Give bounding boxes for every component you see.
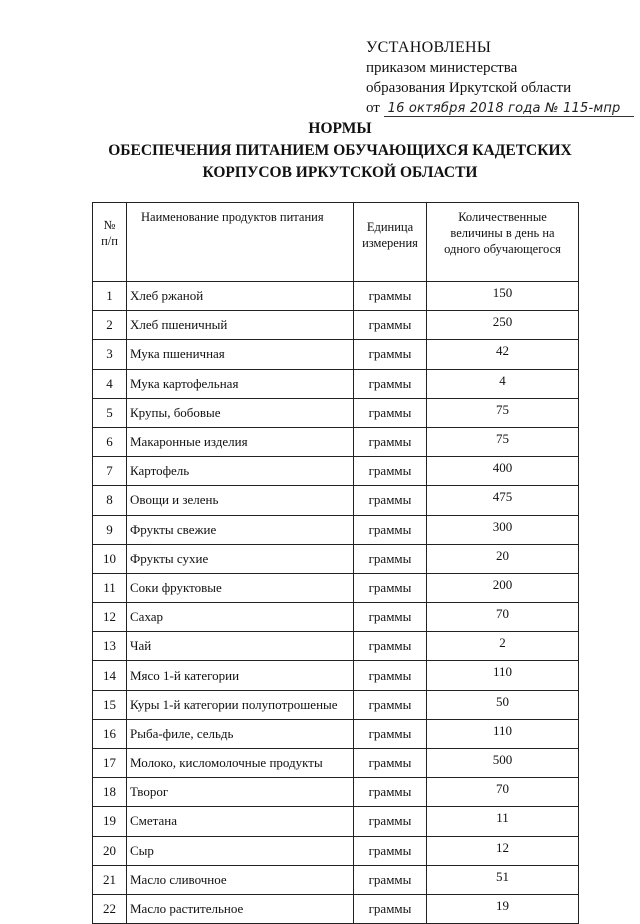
unit-cell: граммы (354, 369, 427, 398)
product-name: Масло сливочное (127, 865, 354, 894)
document-heading (60, 118, 620, 184)
quantity-cell: 75 (427, 427, 579, 456)
row-number: 19 (93, 807, 127, 836)
table-row (93, 282, 579, 311)
row-number: 10 (93, 544, 127, 573)
product-name: Масло растительное (127, 894, 354, 923)
product-name: Хлеб ржаной (127, 282, 354, 311)
row-number: 11 (93, 573, 127, 602)
row-number: 5 (93, 398, 127, 427)
quantity-cell: 200 (427, 573, 579, 602)
table-row (93, 486, 579, 515)
unit-cell: граммы (354, 544, 427, 573)
quantity-cell: 400 (427, 457, 579, 486)
table-row (93, 865, 579, 894)
table-row (93, 603, 579, 632)
table-row (93, 749, 579, 778)
unit-cell: граммы (354, 282, 427, 311)
row-number: 9 (93, 515, 127, 544)
quantity-cell: 70 (427, 778, 579, 807)
row-number: 18 (93, 778, 127, 807)
row-number: 4 (93, 369, 127, 398)
product-name: Мука картофельная (127, 369, 354, 398)
row-number: 7 (93, 457, 127, 486)
approval-line-2: образования Иркутской области (366, 80, 572, 96)
unit-cell: граммы (354, 778, 427, 807)
quantity-cell: 42 (427, 340, 579, 369)
row-number: 21 (93, 865, 127, 894)
quantity-cell: 110 (427, 661, 579, 690)
row-number: 6 (93, 427, 127, 456)
unit-cell: граммы (354, 603, 427, 632)
row-number: 1 (93, 282, 127, 311)
table-row (93, 369, 579, 398)
unit-cell: граммы (354, 311, 427, 340)
row-number: 15 (93, 690, 127, 719)
quantity-cell: 300 (427, 515, 579, 544)
quantity-cell: 20 (427, 544, 579, 573)
row-number: 3 (93, 340, 127, 369)
product-name: Сыр (127, 836, 354, 865)
header-unit: Единица измерения (354, 203, 427, 282)
quantity-cell: 50 (427, 690, 579, 719)
product-name: Сахар (127, 603, 354, 632)
product-name: Рыба-филе, сельдь (127, 719, 354, 748)
product-name: Крупы, бобовые (127, 398, 354, 427)
approval-date-line (366, 98, 636, 119)
row-number: 16 (93, 719, 127, 748)
row-number: 12 (93, 603, 127, 632)
product-name: Чай (127, 632, 354, 661)
table-row (93, 398, 579, 427)
product-name: Макаронные изделия (127, 427, 354, 456)
quantity-cell: 110 (427, 719, 579, 748)
unit-cell: граммы (354, 632, 427, 661)
table-row (93, 836, 579, 865)
table-header-row (93, 203, 579, 282)
table-row (93, 311, 579, 340)
product-name: Хлеб пшеничный (127, 311, 354, 340)
unit-cell: граммы (354, 690, 427, 719)
quantity-cell: 51 (427, 865, 579, 894)
unit-cell: граммы (354, 457, 427, 486)
quantity-cell: 19 (427, 894, 579, 923)
row-number: 20 (93, 836, 127, 865)
table-row (93, 690, 579, 719)
approval-title: УСТАНОВЛЕНЫ (366, 39, 492, 56)
nutrition-norms-table (92, 202, 579, 924)
product-name: Мясо 1-й категории (127, 661, 354, 690)
row-number: 22 (93, 894, 127, 923)
heading-line-3: КОРПУСОВ ИРКУТСКОЙ ОБЛАСТИ (202, 164, 478, 181)
approval-from-prefix: от (366, 100, 380, 116)
unit-cell: граммы (354, 894, 427, 923)
product-name: Творог (127, 778, 354, 807)
unit-cell: граммы (354, 719, 427, 748)
table-row (93, 661, 579, 690)
row-number: 8 (93, 486, 127, 515)
product-name: Куры 1-й категории полупотрошеные (127, 690, 354, 719)
quantity-cell: 500 (427, 749, 579, 778)
approval-block (366, 38, 636, 119)
product-name: Картофель (127, 457, 354, 486)
table-row (93, 340, 579, 369)
signature-underline (384, 116, 634, 117)
unit-cell: граммы (354, 807, 427, 836)
unit-cell: граммы (354, 515, 427, 544)
unit-cell: граммы (354, 573, 427, 602)
table-row (93, 573, 579, 602)
handwritten-order-number: 16 октября 2018 года № 115-мпр (387, 101, 621, 116)
table-row (93, 427, 579, 456)
table-row (93, 778, 579, 807)
row-number: 14 (93, 661, 127, 690)
unit-cell: граммы (354, 836, 427, 865)
approval-line-1: приказом министерства (366, 60, 518, 76)
header-qty: Количественные величины в день на одного обучающегося (427, 203, 579, 282)
quantity-cell: 75 (427, 398, 579, 427)
unit-cell: граммы (354, 427, 427, 456)
table-row (93, 807, 579, 836)
quantity-cell: 2 (427, 632, 579, 661)
heading-line-1: НОРМЫ (308, 120, 372, 137)
quantity-cell: 150 (427, 282, 579, 311)
quantity-cell: 70 (427, 603, 579, 632)
table-row (93, 457, 579, 486)
header-name: Наименование продуктов питания (127, 203, 354, 282)
product-name: Сметана (127, 807, 354, 836)
header-num: № п/п (93, 203, 127, 282)
row-number: 2 (93, 311, 127, 340)
unit-cell: граммы (354, 661, 427, 690)
unit-cell: граммы (354, 486, 427, 515)
quantity-cell: 12 (427, 836, 579, 865)
table-row (93, 515, 579, 544)
unit-cell: граммы (354, 398, 427, 427)
product-name: Фрукты свежие (127, 515, 354, 544)
table-row (93, 719, 579, 748)
quantity-cell: 475 (427, 486, 579, 515)
unit-cell: граммы (354, 865, 427, 894)
quantity-cell: 11 (427, 807, 579, 836)
heading-line-2: ОБЕСПЕЧЕНИЯ ПИТАНИЕМ ОБУЧАЮЩИХСЯ КАДЕТСКИХ (108, 142, 572, 159)
product-name: Мука пшеничная (127, 340, 354, 369)
quantity-cell: 4 (427, 369, 579, 398)
table-row (93, 544, 579, 573)
table-row (93, 632, 579, 661)
product-name: Фрукты сухие (127, 544, 354, 573)
row-number: 17 (93, 749, 127, 778)
quantity-cell: 250 (427, 311, 579, 340)
unit-cell: граммы (354, 749, 427, 778)
product-name: Соки фруктовые (127, 573, 354, 602)
table-row (93, 894, 579, 923)
row-number: 13 (93, 632, 127, 661)
product-name: Овощи и зелень (127, 486, 354, 515)
product-name: Молоко, кисломолочные продукты (127, 749, 354, 778)
unit-cell: граммы (354, 340, 427, 369)
